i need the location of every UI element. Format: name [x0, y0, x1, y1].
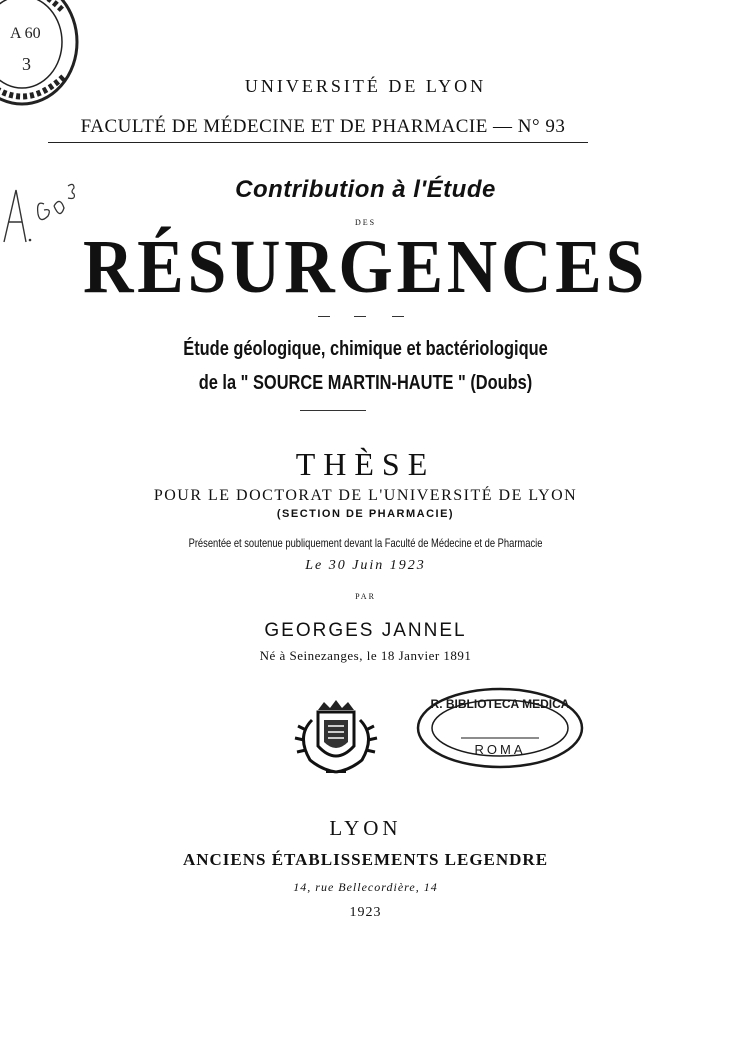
author-name: GEORGES JANNEL — [264, 620, 467, 641]
library-oval-stamp — [415, 686, 585, 770]
header-rule — [48, 142, 588, 143]
oval-stamp-top-text: R. BIBLIOTECA MEDICA — [430, 697, 570, 711]
publisher-city: LYON — [329, 816, 402, 840]
author-birth: Né à Seinezanges, le 18 Janvier 1891 — [259, 648, 472, 663]
faculty-line: FACULTÉ DE MÉDECINE ET DE PHARMACIE — N° 93 — [80, 116, 566, 137]
these-heading: THÈSE — [295, 446, 436, 482]
des-word: DES — [354, 218, 377, 227]
par-word: PAR — [355, 592, 376, 601]
publication-year: 1923 — [349, 905, 382, 920]
oval-stamp-bottom-text: ROMA — [474, 742, 526, 757]
title-dash — [354, 316, 366, 317]
subtitle-line-2: de la " SOURCE MARTIN-HAUTE " (Doubs) — [198, 372, 533, 394]
publisher-name: ANCIENS ÉTABLISSEMENTS LEGENDRE — [182, 850, 549, 869]
subtitle-rule — [300, 410, 366, 411]
shelf-mark-1: A 60 — [10, 25, 41, 42]
title-dash — [318, 316, 330, 317]
doctorat-line: POUR LE DOCTORAT DE L'UNIVERSITÉ DE LYON — [153, 487, 578, 504]
presentation-line: Présentée et soutenue publiquement devant la Faculté de Médecine et de Pharmacie — [188, 536, 543, 550]
shelf-mark-2: 3 — [22, 54, 31, 74]
title-dash — [392, 316, 404, 317]
publisher-address: 14, rue Bellecordière, 14 — [293, 880, 438, 894]
subtitle-line-1: Étude géologique, chimique et bactériologique — [183, 338, 548, 360]
defense-date: Le 30 Juin 1923 — [305, 558, 426, 573]
university-name: UNIVERSITÉ DE LYON — [244, 76, 487, 96]
coat-of-arms-icon — [288, 696, 384, 778]
section-line: (SECTION DE PHARMACIE) — [276, 508, 455, 520]
main-title: RÉSURGENCES — [82, 225, 649, 309]
contribution-heading: Contribution à l'Étude — [235, 176, 496, 203]
